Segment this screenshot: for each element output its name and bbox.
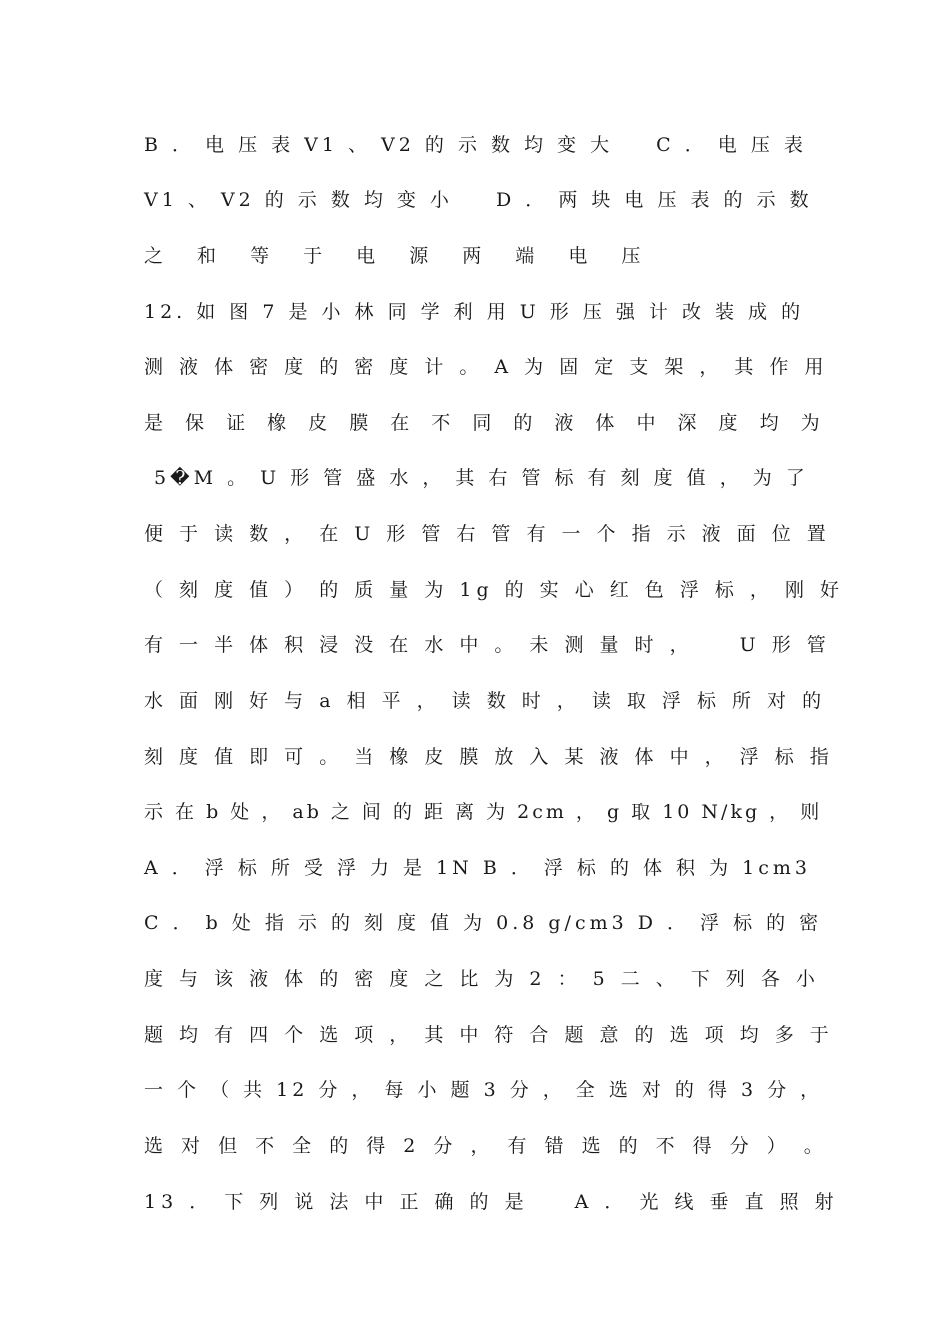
text-line: 5�M 。 U 形 管 盛 水 ， 其 右 管 标 有 刻 度 值 ， 为 了 bbox=[144, 467, 809, 489]
text-line: 一 个 （ 共 12 分 ， 每 小 题 3 分 ， 全 选 对 的 得 3 分 ， bbox=[144, 1079, 824, 1101]
text-line: B ． 电 压 表 V1 、 V2 的 示 数 均 变 大 C ． 电 压 表 bbox=[144, 134, 807, 156]
text-line: 水 面 刚 好 与 a 相 平 ， 读 数 时 ， 读 取 浮 标 所 对 的 bbox=[144, 690, 827, 712]
text-line: 示 在 b 处 ， ab 之 间 的 距 离 为 2cm ， g 取 10 N/kg ， 则 bbox=[144, 801, 823, 823]
text-line: C ． b 处 指 示 的 刻 度 值 为 0.8 g/cm3 D ． 浮 标 的 密 bbox=[144, 912, 823, 934]
text-line: 度 与 该 液 体 的 密 度 之 比 为 2 ： 5 二 、 下 列 各 小 bbox=[144, 968, 820, 990]
text-line: 之 和 等 于 电 源 两 端 电 压 bbox=[144, 245, 655, 267]
text-line: 刻 度 值 即 可 。 当 橡 皮 膜 放 入 某 液 体 中 ， 浮 标 指 bbox=[144, 746, 834, 768]
text-line: 选 对 但 不 全 的 得 2 分 ， 有 错 选 的 不 得 分 ） 。 bbox=[144, 1135, 829, 1157]
text-line: A ． 浮 标 所 受 浮 力 是 1N B ． 浮 标 的 体 积 为 1cm3 bbox=[144, 857, 811, 879]
text-line: V1 、 V2 的 示 数 均 变 小 D ． 两 块 电 压 表 的 示 数 bbox=[144, 189, 813, 211]
text-line: 12. 如 图 7 是 小 林 同 学 利 用 U 形 压 强 计 改 装 成 的 bbox=[144, 301, 805, 323]
text-line: 测 液 体 密 度 的 密 度 计 。 A 为 固 定 支 架 ， 其 作 用 bbox=[144, 356, 829, 378]
text-line: 题 均 有 四 个 选 项 ， 其 中 符 合 题 意 的 选 项 均 多 于 bbox=[144, 1024, 834, 1046]
text-line: 13 ． 下 列 说 法 中 正 确 的 是 A ． 光 线 垂 直 照 射 bbox=[144, 1191, 839, 1213]
text-line: 是 保 证 橡 皮 膜 在 不 同 的 液 体 中 深 度 均 为 bbox=[144, 412, 828, 434]
text-line: （ 刻 度 值 ） 的 质 量 为 1g 的 实 心 红 色 浮 标 ， 刚 好 bbox=[144, 579, 845, 601]
text-line: 便 于 读 数 ， 在 U 形 管 右 管 有 一 个 指 示 液 面 位 置 bbox=[144, 523, 831, 545]
text-line: 有 一 半 体 积 浸 没 在 水 中 。 未 测 量 时 ， U 形 管 bbox=[144, 634, 831, 656]
